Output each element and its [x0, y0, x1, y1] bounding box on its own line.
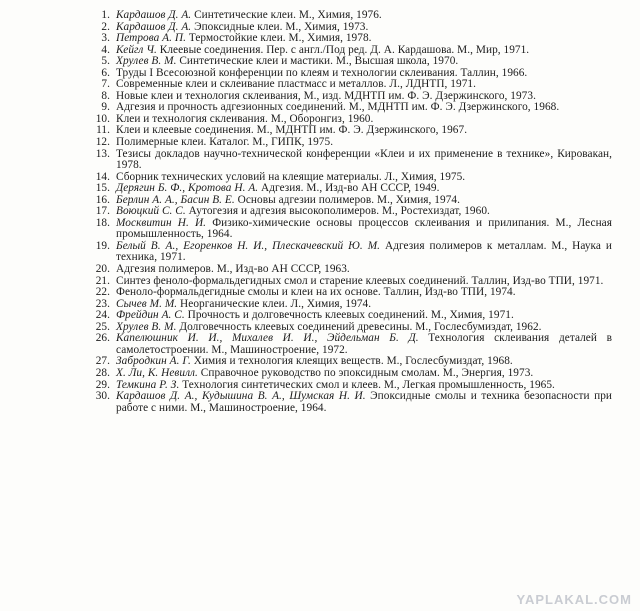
reference-text: Технология склеивания деталей в самолетостроении. М., Машиностроение, 1972.: [116, 332, 612, 356]
reference-text: Синтетические клеи и мастики. М., Высшая школа, 1970.: [179, 55, 459, 68]
reference-text: Клеевые соединения. Пер. с англ./Под ред. Д. А. Кардашова. М., Мир, 1971.: [159, 43, 530, 56]
reference-number: 27.: [95, 355, 110, 368]
reference-number: 11.: [96, 124, 110, 137]
reference-item: [86, 333, 612, 356]
reference-text: Эпоксидные смолы и техника безопасности при работе с ними. М., Машиностроение, 1964.: [116, 390, 613, 414]
reference-number: 5.: [101, 55, 110, 68]
reference-number: 8.: [101, 89, 110, 102]
reference-authors: Кардашов Д. А.: [116, 20, 192, 33]
reference-authors: Капелюшник И. И., Михалев И. И., Эйдельман Б. Д.: [116, 332, 419, 345]
reference-text: Синтетические клеи. М., Химия, 1976.: [194, 9, 382, 21]
reference-text: Современные клеи и склеивание пластмасс и металлов. Л., ЛДНТП, 1971.: [116, 78, 476, 91]
reference-authors: Темкина Р. З.: [116, 378, 180, 391]
reference-text: Эпоксидные клеи. М., Химия, 1973.: [194, 20, 369, 33]
reference-number: 18.: [95, 216, 110, 229]
reference-text: Справочное руководство по эпоксидным смолам. М., Энергия, 1973.: [200, 366, 534, 379]
reference-number: 29.: [95, 378, 110, 391]
reference-text: Прочность и долговечность клеевых соединений. М., Химия, 1971.: [187, 309, 514, 322]
reference-number: 16.: [95, 193, 110, 206]
reference-number: 23.: [95, 297, 110, 310]
reference-text: Основы адгезии полимеров. М., Химия, 1974.: [237, 193, 460, 206]
reference-item: [86, 218, 612, 241]
reference-authors: Фрейдин А. С.: [116, 309, 185, 322]
reference-authors: Москвитин Н. И.: [116, 216, 207, 229]
reference-number: 28.: [95, 366, 110, 379]
reference-number: 19.: [95, 239, 110, 252]
reference-authors: Кейгл Ч.: [116, 43, 157, 56]
reference-text: Новые клеи и технология склеивания, М., изд. МДНТП им. Ф. Э. Дзержинского, 1973.: [116, 89, 536, 102]
reference-item: [86, 149, 612, 172]
reference-text: Химия и технология клеящих веществ. М., Гослесбумиздат, 1968.: [193, 355, 513, 368]
reference-number: 21.: [95, 274, 110, 287]
reference-authors: Хрулев В. М.: [116, 55, 177, 68]
reference-authors: Дерягин Б. Ф., Кротова Н. А.: [116, 182, 259, 195]
reference-number: 9.: [101, 101, 110, 114]
reference-text: Долговечность клеевых соединений древесины. М., Гослесбумиздат, 1962.: [179, 320, 542, 333]
reference-text: Адгезия. М., Изд-во АН СССР, 1949.: [261, 182, 440, 195]
reference-number: 1.: [101, 9, 110, 21]
reference-authors: Белый В. А., Егоренков Н. И., Плескачевский Ю. М.: [116, 239, 381, 252]
reference-number: 2.: [101, 20, 110, 33]
reference-number: 13.: [95, 147, 110, 160]
reference-number: 30.: [95, 390, 110, 403]
reference-authors: Кардашов Д. А., Кудышина В. А., Шумская Н. И.: [116, 390, 366, 403]
reference-text: Полимерные клеи. Каталог. М., ГИПК, 1975.: [116, 136, 334, 149]
reference-text: Синтез феноло-формальдегидных смол и старение клеевых соединений. Таллин, Изд-во ТПИ, 1971.: [116, 274, 604, 287]
reference-item: [86, 391, 612, 414]
reference-text: Клеи и технология склеивания. М., Оборонгиз, 1960.: [116, 112, 374, 125]
reference-authors: Берлин А. А., Басин В. Е.: [116, 193, 235, 206]
reference-item: [86, 241, 612, 264]
reference-text: Адгезия и прочность адгезионных соединений. М., МДНТП им. Ф. Э. Дзержинского, 1968.: [116, 101, 560, 114]
reference-authors: Забродкин А. Г.: [116, 355, 191, 368]
reference-authors: Сычев М. М.: [116, 297, 178, 310]
watermark: YAPLAKAL.COM: [516, 592, 632, 607]
reference-authors: Хрулев В. М.: [116, 320, 177, 333]
reference-text: Физико-химические основы процессов склеивания и прилипания. М., Лесная промышленность, 1964.: [116, 216, 612, 241]
reference-number: 22.: [95, 286, 110, 299]
reference-number: 15.: [95, 182, 110, 195]
reference-authors: Петрова А. П.: [116, 32, 186, 45]
reference-authors: Кардашов Д. А.: [116, 9, 192, 21]
reference-number: 17.: [95, 205, 110, 218]
reference-number: 6.: [101, 66, 110, 79]
reference-text: Феноло-формальдегидные смолы и клеи на их основе. Таллин, Изд-во ТПИ, 1974.: [116, 286, 516, 299]
reference-text: Труды I Всесоюзной конференции по клеям и технологии склеивания. Таллин, 1966.: [116, 66, 528, 79]
reference-text: Тезисы докладов научно-технической конференции «Клеи и их применение в технике», Кировакан, 1978.: [116, 147, 612, 172]
reference-number: 25.: [95, 320, 110, 333]
reference-number: 12.: [95, 136, 110, 149]
reference-number: 7.: [101, 78, 110, 91]
reference-number: 14.: [95, 170, 110, 183]
reference-text: Технология синтетических смол и клеев. М., Легкая промышленность, 1965.: [182, 378, 555, 391]
reference-number: 26.: [95, 332, 110, 345]
reference-text: Неорганические клеи. Л., Химия, 1974.: [180, 297, 372, 310]
reference-text: Аутогезия и адгезия высокополимеров. М., Ростехиздат, 1960.: [188, 205, 490, 218]
reference-text: Адгезия полимеров. М., Изд-во АН СССР, 1963.: [116, 263, 350, 276]
reference-text: Адгезия полимеров к металлам. М., Наука и техника, 1971.: [116, 239, 613, 264]
reference-number: 4.: [101, 43, 110, 56]
reference-text: Сборник технических условий на клеящие материалы. Л., Химия, 1975.: [116, 170, 466, 183]
reference-text: Клеи и клеевые соединения. М., МДНТП им. Ф. Э. Дзержинского, 1967.: [116, 124, 468, 137]
bibliography-list: [86, 10, 612, 414]
reference-number: 24.: [95, 309, 110, 322]
reference-text: Термостойкие клеи. М., Химия, 1978.: [188, 32, 372, 45]
reference-number: 10.: [95, 112, 110, 125]
reference-number: 20.: [95, 263, 110, 276]
reference-authors: Воюцкий С. С.: [116, 205, 186, 218]
reference-number: 3.: [101, 32, 110, 45]
reference-authors: Х. Ли, К. Невилл.: [116, 366, 198, 379]
